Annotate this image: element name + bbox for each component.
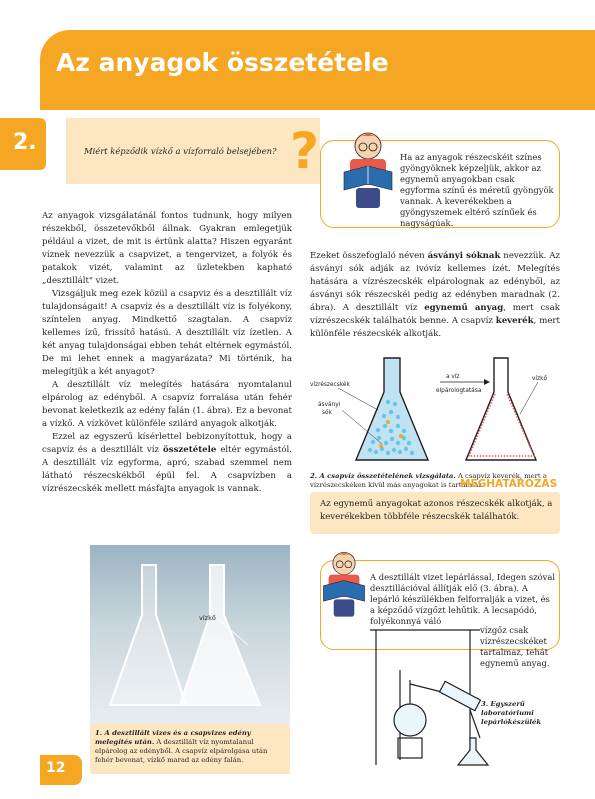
question-text: Miért képződik vízkő a vízforraló belsejében? <box>84 146 277 156</box>
figure-1-caption: 1. A desztillált vizes és a csapvizes edény melegítés után. A desztillált víz nyomtalanul elpárolog az edényből. A csapvíz elpárolgása után fehér bevonat, vízkő marad az edény falán. <box>95 729 268 764</box>
flasks-photo-illustration <box>90 545 290 725</box>
keyword-osszetetel: összetétele <box>163 445 217 455</box>
label-arrow-bottom: elpárologtatása <box>436 388 482 394</box>
paragraph: Vizsgáljuk meg ezek közül a csapviz és a desztillált víz tulajdonságait! A csapvíz és a desztillált víz is folyékony, színtelen anyag. Mindkettő szagtalan. A csapvíz kellemes ízű, frissítő hatású. A desztillált víz ízetlen. A két anyag tulajdonságai ebben tehát eltérnek egymástól. De mi lehet ennek a magyarázata? Mi történik, ha melegítjük a két anyagot? <box>42 289 292 377</box>
bubble-bottom-text: A desztillált vizet lepárlással, Idegen szóval desztillációval állítják elő (3. ábra). A lepárló készülékben felforralják a vizet, és a képződő vízgőzt lehűtik. A lecsapódó, folyékonnyá váló <box>370 572 556 626</box>
paragraph: Ezeket összefoglaló néven ásványi sóknak nevezzük. Az ásványi sók adják az ivóvíz kellemes ízét. Melegítés hatására a vízrészecskék elpárolognak az edényből, az ásványi sók részecskéi pedig az edényben maradnak (2. ábra). A desztillált víz egynemű anyag, mert csak vízrészecskék találhatók benne. A csapvíz keverék, mert különféle részecskék alkotják. <box>310 251 561 339</box>
keyword-egynemu-anyag: egynemű anyag <box>424 303 504 313</box>
definition-text: Az egynemű anyagokat azonos részecskék alkotják, a keverékekben többféle részecskék találhatók. <box>320 499 553 522</box>
question-mark-icon: ? <box>290 122 320 180</box>
left-column-text <box>42 210 292 496</box>
right-column-text <box>310 250 560 341</box>
paragraph: Az anyagok vizsgálatánál fontos tudnunk, hogy milyen részekből, összetevőkből állnak. Gyakran emlegetjük például a vizet, de mit is értünk alatta? Hiszen egyaránt víznek nevezzük a csapvizet, a tengervizet, a folyók és patakok vizét, valamint az üzletekben kapható „desztillált" vizet. <box>42 211 292 286</box>
figure-2-caption: 2. A csapvíz összetételének vizsgálata. A csapvíz keverék, mert a vízrészecskéken kívül más anyagokat is tartalmaz. <box>310 472 547 489</box>
bubble-top-text: Ha az anyagok részecskéit színes gyöngyöknek képzeljük, akkor az egynemű anyagokban csak egyforma színű és méretű gyöngyök vannak. A keverékekben a gyöngyszemek eltérő színűek és nagyságúak. <box>400 152 554 228</box>
figure-3-distillation <box>370 620 560 770</box>
reading-kid-illustration <box>336 128 400 212</box>
page-number: 12 <box>46 760 66 776</box>
label-minerals: ásványi <box>318 402 341 408</box>
reading-kid-illustration <box>316 548 372 620</box>
label-scale: vízkő <box>532 376 547 382</box>
paragraph: A desztillált víz melegítés hatására nyomtalanul elpárolog az edényből. A csapvíz forralása után fehér bevonat keletkezik az edény falán (1. ábra). Ez a bevonat a vízkő. A vízkövet különféle szilárd anyagok alkotják. <box>42 380 292 429</box>
paragraph: Ezzel az egyszerű kísérlettel bebizonyítottuk, hogy a csapvíz és a desztillált víz összetétele eltér egymástól. A desztillált víz egyforma, apró, szabad szemmel nem látható részecskékből épül fel. A csapvízben a vízrészecskék mellett másfajta anyagok is vannak. <box>42 432 292 494</box>
page-title: Az anyagok összetétele <box>56 48 389 77</box>
keyword-keverek: keverék <box>495 316 534 326</box>
figure-3-caption: 3. Egyszerű laboratóriumi lepárlókészülék <box>481 700 542 726</box>
definition-header: MEGHATÁROZÁS <box>460 478 558 490</box>
figure-2-flasks <box>308 352 560 470</box>
figure-1-photo <box>90 545 290 725</box>
flask-left <box>356 358 428 460</box>
chapter-number: 2. <box>13 130 37 155</box>
bubble-bottom-text-2: vízgőz csak vízrészecskéket tartalmaz, tehát egynemű anyag. <box>480 625 550 668</box>
photo-label-scale: vízkő <box>199 614 216 622</box>
label-minerals-2: sók <box>322 410 332 416</box>
label-water-particles: vízrészecskék <box>310 382 350 388</box>
flask-right <box>466 358 536 460</box>
keyword-asvanyi-sok: ásványi sóknak <box>427 251 501 261</box>
label-arrow-top: a víz <box>446 374 460 380</box>
